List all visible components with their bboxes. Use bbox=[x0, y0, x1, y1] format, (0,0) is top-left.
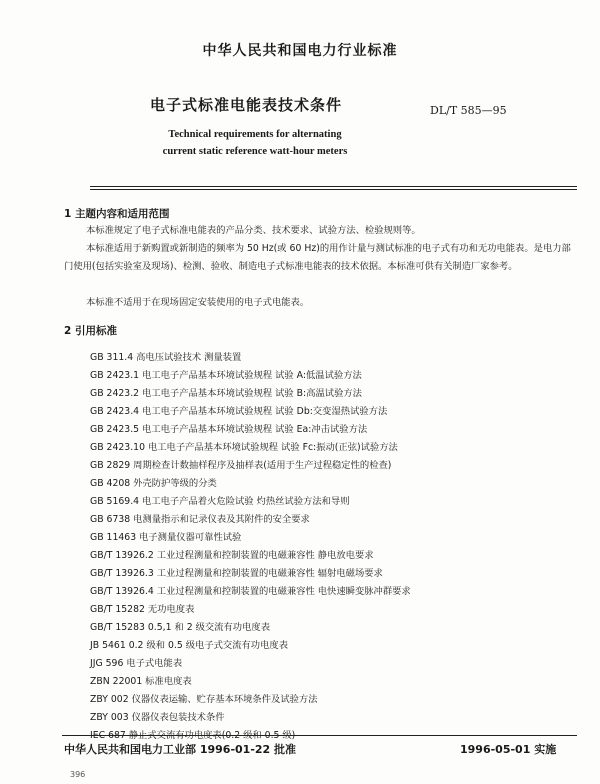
reference-item: GB 2423.10 电工电子产品基本环境试验规程 试验 Fc:振动(正弦)试验方法 bbox=[90, 442, 398, 453]
document-title-en-line2: current static reference watt-hour meters bbox=[162, 146, 348, 157]
reference-item: GB/T 15282 无功电度表 bbox=[90, 604, 195, 615]
reference-item: GB 2829 周期检查计数抽样程序及抽样表(适用于生产过程稳定性的检查) bbox=[90, 460, 392, 471]
reference-item: GB/T 13926.2 工业过程测量和控制装置的电磁兼容性 静电放电要求 bbox=[90, 550, 374, 561]
reference-item: ZBY 003 仪器仪表包装技术条件 bbox=[90, 712, 225, 723]
document-title-en-line1: Technical requirements for alternating bbox=[168, 129, 342, 140]
reference-item: GB 2423.2 电工电子产品基本环境试验规程 试验 B:高温试验方法 bbox=[90, 388, 362, 399]
reference-item: JB 5461 0.2 级和 0.5 级电子式交流有功电度表 bbox=[90, 640, 288, 651]
reference-item: GB 2423.4 电工电子产品基本环境试验规程 试验 Db:交变湿热试验方法 bbox=[90, 406, 388, 417]
reference-item: GB/T 13926.3 工业过程测量和控制装置的电磁兼容性 辐射电磁场要求 bbox=[90, 568, 383, 579]
issuing-organization: 中华人民共和国电力行业标准 bbox=[202, 43, 398, 59]
section-1-paragraph-1: 本标准规定了电子式标准电能表的产品分类、技术要求、试验方法、检验规则等。 bbox=[86, 225, 421, 236]
header-rule-top bbox=[90, 186, 577, 187]
reference-item: GB 6738 电测量指示和记录仪表及其附件的安全要求 bbox=[90, 514, 310, 525]
header-rule-bottom bbox=[90, 189, 577, 190]
reference-item: GB 311.4 高电压试验技术 测量装置 bbox=[90, 352, 242, 363]
reference-item: GB 5169.4 电工电子产品着火危险试验 灼热丝试验方法和导则 bbox=[90, 496, 350, 507]
section-1-heading: 1 主题内容和适用范围 bbox=[64, 208, 170, 220]
page-number: 396 bbox=[70, 770, 86, 779]
reference-item: GB 2423.5 电工电子产品基本环境试验规程 试验 Ea:冲击试验方法 bbox=[90, 424, 368, 435]
footer-rule bbox=[62, 735, 577, 736]
reference-item: GB/T 15283 0.5,1 和 2 级交流有功电度表 bbox=[90, 622, 270, 633]
reference-item: ZBY 002 仪器仪表运输、贮存基本环境条件及试验方法 bbox=[90, 694, 318, 705]
reference-item: GB 4208 外壳防护等级的分类 bbox=[90, 478, 217, 489]
standard-code: DL/T 585—95 bbox=[430, 104, 507, 117]
reference-item: IEC 687 静止式交流有功电度表(0.2 级和 0.5 级) bbox=[90, 730, 296, 741]
section-1-paragraph-3: 本标准不适用于在现场固定安装使用的电子式电能表。 bbox=[86, 297, 310, 308]
approval-statement: 中华人民共和国电力工业部 1996-01-22 批准 bbox=[64, 743, 297, 756]
reference-item: GB 11463 电子测量仪器可靠性试验 bbox=[90, 532, 242, 543]
reference-item: ZBN 22001 标准电度表 bbox=[90, 676, 192, 687]
document-title-cn: 电子式标准电能表技术条件 bbox=[150, 96, 343, 114]
reference-item: GB/T 13926.4 工业过程测量和控制装置的电磁兼容性 电快速瞬变脉冲群要求 bbox=[90, 586, 411, 597]
section-1-paragraph-2: 本标准适用于新购置或新制造的频率为 50 Hz(或 60 Hz)的用作计量与测试标准的电子式有功和无功电能表。是电力部门使用(包括实验室及现场)、检测、验收、制造电子式标准电能表的技术依据。本标准可供有关制造厂家参考。 bbox=[64, 243, 571, 272]
implementation-date: 1996-05-01 实施 bbox=[460, 743, 557, 756]
section-2-heading: 2 引用标准 bbox=[64, 325, 117, 337]
reference-item: JJG 596 电子式电能表 bbox=[90, 658, 183, 669]
reference-item: GB 2423.1 电工电子产品基本环境试验规程 试验 A:低温试验方法 bbox=[90, 370, 362, 381]
